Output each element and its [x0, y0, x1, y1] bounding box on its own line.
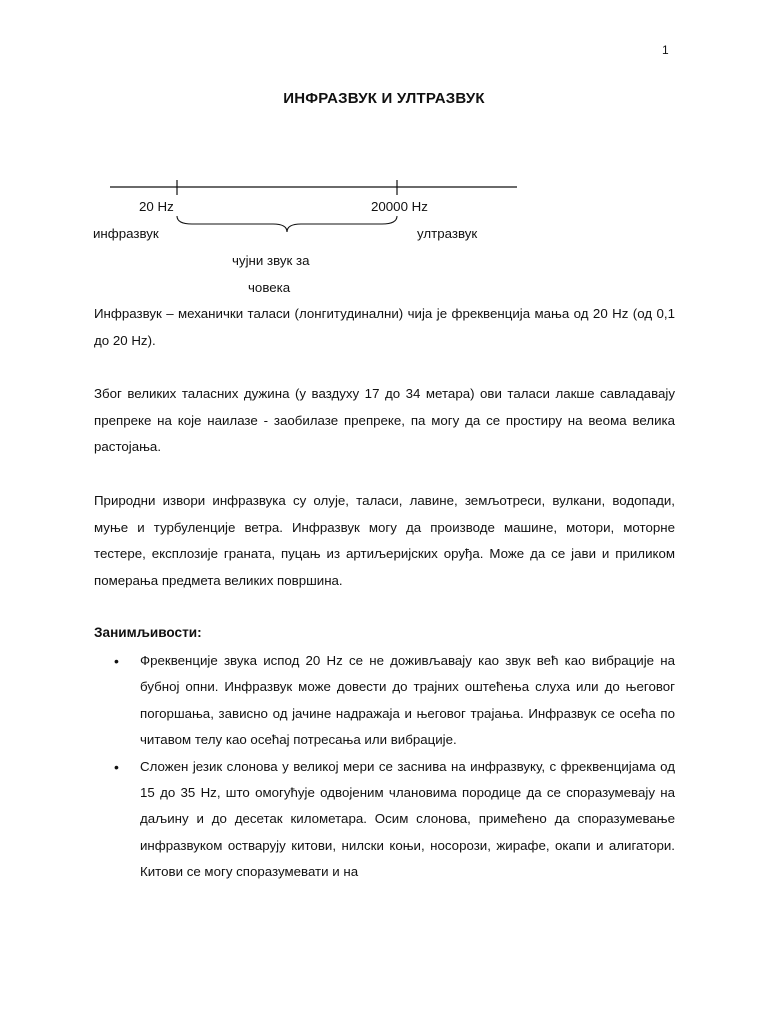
audible-range-brace [177, 216, 397, 232]
label-audible-line2: човека [248, 280, 291, 295]
label-ultrasound: ултразвук [417, 226, 478, 241]
list-item [110, 754, 675, 886]
bullet-icon: • [114, 653, 119, 669]
section-heading: Занимљивости: [94, 625, 202, 640]
paragraph-definition: Инфразвук – механички таласи (лонгитудинални) чија је фреквенција мања од 20 Hz (од 0,1 до 20 Hz). [94, 306, 675, 348]
label-20hz: 20 Hz [139, 199, 174, 214]
list-item-text: Сложен језик слонова у великој мери се заснива на инфразвуку, с фреквенцијама од 15 до 35 Hz, што омогућује одвојеним члановима породице да се споразумевају на даљину и до десетак километара. Осим слонова, примећено да споразумевање инфразвуком остварују китови, нилски коњи, носорози, жирафе, окапи и алигатори. Китови се могу споразумевати и на [140, 758, 675, 880]
bullet-icon: • [114, 758, 119, 775]
paragraph-wavelength: Због великих таласних дужина (у ваздуху 17 до 34 метара) ови таласи лакше савладавају препреке на које наилазе - заобилазе препреке, па могу да се простиру на веома велика растојања. [94, 386, 675, 455]
paragraph-sources: Природни извори инфразвука су олује, таласи, лавине, земљотреси, вулкани, водопади, муње и турбуленције ветра. Инфразвук могу да производе машине, мотори, моторне тестере, експлозије граната, пуцањ из артиљеријских оруђа. Може да се јави и приликом померања предмета великих површина. [94, 493, 675, 588]
list-item-text: Фреквенције звука испод 20 Hz се не доживљавају као звук већ као вибрације на бубној опни. Инфразвук може довести до трајних оштећења слуха или до његовог погоршања, зависно од јачине надражаја и његовог трајања. Инфразвук се осећа по читавом телу као осећај потресања или вибрације. [140, 653, 675, 748]
page-number: 1 [662, 43, 669, 57]
frequency-diagram [0, 0, 768, 300]
label-audible-line1: чујни звук за [232, 253, 310, 268]
list-item [110, 648, 675, 754]
label-infrasound: инфразвук [93, 226, 159, 241]
page-title: ИНФРАЗВУК И УЛТРАЗВУК [283, 90, 485, 107]
facts-list [110, 648, 675, 886]
label-20000hz: 20000 Hz [371, 199, 428, 214]
